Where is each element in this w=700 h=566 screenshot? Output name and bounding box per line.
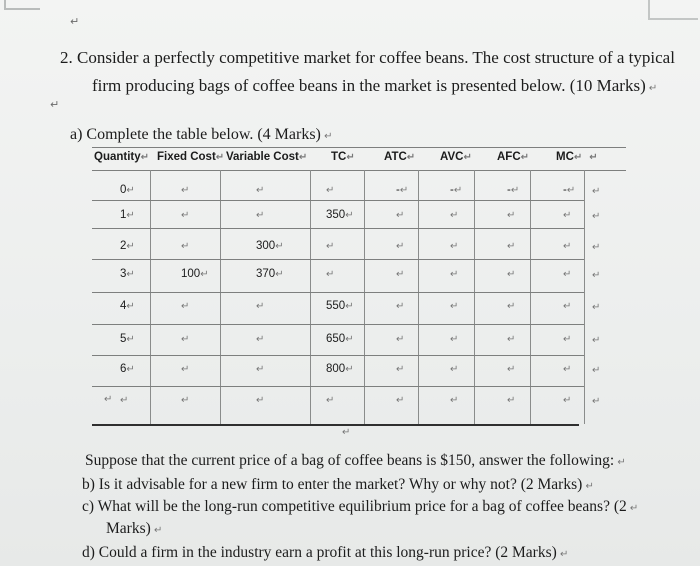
- header-variable-cost: Variable Cost↵: [226, 151, 308, 163]
- cell-afc: ↵: [507, 334, 516, 345]
- header-atc: ATC↵: [384, 151, 416, 163]
- row-end-mark-icon: ↵: [592, 211, 601, 222]
- cell-fixed-cost: ↵: [181, 334, 190, 345]
- cell-mc: ↵: [563, 210, 572, 221]
- header-avc: AVC↵: [440, 151, 472, 163]
- page-corner-mark: [648, 0, 698, 20]
- cell-tc: ↵: [326, 269, 335, 280]
- cell-variable-cost: ↵: [256, 395, 265, 406]
- cell-quantity: 1↵: [120, 209, 135, 221]
- table-bottom-border: [92, 424, 579, 426]
- row-end-mark-icon: ↵: [592, 242, 601, 253]
- cell-atc: -↵: [396, 184, 409, 196]
- question-b: b) Is it advisable for a new firm to enter the market? Why or why not? (2 Marks) ↵: [82, 476, 594, 493]
- page-corner-mark: [4, 0, 40, 10]
- cell-variable-cost: ↵: [256, 301, 265, 312]
- table-row-divider: [92, 228, 584, 229]
- header-afc: AFC↵: [497, 151, 530, 163]
- cell-mc: ↵: [563, 301, 572, 312]
- cell-quantity: 4↵: [120, 300, 135, 312]
- cell-variable-cost: ↵: [256, 210, 265, 221]
- cell-atc: ↵: [396, 269, 405, 280]
- cell-tc: 550↵: [326, 300, 354, 312]
- cell-fixed-cost: ↵: [181, 301, 190, 312]
- cell-atc: ↵: [396, 210, 405, 221]
- header-tc: TC↵: [331, 151, 355, 163]
- cell-avc: ↵: [450, 301, 459, 312]
- cell-mc: ↵: [563, 269, 572, 280]
- cell-variable-cost: ↵: [256, 334, 265, 345]
- cell-fixed-cost: ↵: [181, 395, 190, 406]
- cell-tc: 650↵: [326, 333, 354, 345]
- cell-quantity: ↵: [120, 395, 129, 406]
- header-fixed-cost: Fixed Cost↵: [157, 151, 225, 163]
- cell-mc: ↵: [563, 241, 572, 252]
- cell-fixed-cost: ↵: [181, 364, 190, 375]
- cell-tc: 800↵: [326, 363, 354, 375]
- row-end-mark-icon: ↵: [592, 365, 601, 376]
- question-line-1: 2. Consider a perfectly competitive market for coffee beans. The cost structure of a typical: [60, 48, 675, 67]
- cell-variable-cost: 370↵: [256, 268, 284, 280]
- cell-afc: ↵: [507, 269, 516, 280]
- cell-variable-cost: 300↵: [256, 240, 284, 252]
- cell-quantity: 6↵: [120, 363, 135, 375]
- table-row-divider: [92, 259, 584, 260]
- cell-afc: ↵: [507, 395, 516, 406]
- cell-mc: -↵: [563, 184, 576, 196]
- cell-fixed-cost: 100↵: [181, 268, 209, 280]
- cell-atc: ↵: [396, 301, 405, 312]
- row-end-mark-icon: ↵: [592, 270, 601, 281]
- paragraph-mark-icon: ↵: [342, 427, 351, 438]
- cell-avc: ↵: [450, 210, 459, 221]
- price-intro: Suppose that the current price of a bag of coffee beans is $150, answer the following: ↵: [85, 452, 626, 469]
- cell-avc: ↵: [450, 395, 459, 406]
- cell-afc: ↵: [507, 364, 516, 375]
- cell-afc: ↵: [507, 241, 516, 252]
- cell-avc: -↵: [450, 184, 463, 196]
- cell-avc: ↵: [450, 364, 459, 375]
- question-d: d) Could a firm in the industry earn a profit at this long-run price? (2 Marks) ↵: [82, 544, 569, 561]
- cell-fixed-cost: ↵: [181, 185, 190, 196]
- cell-tc: 350↵: [326, 209, 354, 221]
- cell-quantity: 5↵: [120, 333, 135, 345]
- cell-variable-cost: ↵: [256, 185, 265, 196]
- part-a-label: a) Complete the table below. (4 Marks) ↵: [70, 126, 333, 143]
- table-row-divider: [92, 386, 584, 387]
- row-end-mark-icon: ↵: [592, 396, 601, 407]
- cell-tc: ↵: [326, 185, 335, 196]
- row-end-mark-icon: ↵: [592, 335, 601, 346]
- row-end-mark-icon: ↵: [592, 186, 601, 197]
- cell-fixed-cost: ↵: [181, 210, 190, 221]
- paragraph-mark-icon: ↵: [104, 394, 113, 405]
- cell-afc: ↵: [507, 210, 516, 221]
- header-quantity: Quantity↵: [94, 151, 150, 163]
- cell-afc: ↵: [507, 301, 516, 312]
- question-line-2: firm producing bags of coffee beans in the market is presented below. (10 Marks) ↵: [92, 76, 658, 95]
- cell-afc: -↵: [507, 184, 520, 196]
- question-c-line-2: Marks) ↵: [106, 520, 163, 537]
- cell-mc: ↵: [563, 334, 572, 345]
- paragraph-mark-icon: ↵: [50, 98, 60, 111]
- table-header-border: [92, 170, 626, 171]
- cell-atc: ↵: [396, 364, 405, 375]
- row-end-mark-icon: ↵: [592, 302, 601, 313]
- cell-mc: ↵: [563, 395, 572, 406]
- table-top-border: [92, 147, 626, 148]
- cell-avc: ↵: [450, 269, 459, 280]
- cell-quantity: 3↵: [120, 268, 135, 280]
- table-row-divider: [92, 292, 584, 293]
- table-row-divider: [92, 355, 584, 356]
- table-row-divider: [92, 324, 584, 325]
- table-column-divider: [584, 170, 585, 424]
- cell-avc: ↵: [450, 241, 459, 252]
- header-mc: MC↵ ↵: [556, 151, 598, 163]
- cell-atc: ↵: [396, 241, 405, 252]
- cell-fixed-cost: ↵: [181, 241, 190, 252]
- cell-tc: ↵: [326, 395, 335, 406]
- cell-tc: ↵: [326, 241, 335, 252]
- cell-atc: ↵: [396, 334, 405, 345]
- cell-quantity: 2↵: [120, 240, 135, 252]
- cell-quantity: 0↵: [120, 184, 135, 196]
- cell-atc: ↵: [396, 395, 405, 406]
- paragraph-mark-icon: ↵: [70, 15, 80, 28]
- question-c-line-1: c) What will be the long-run competitive equilibrium price for a bag of coffee beans? (2 ↵: [82, 498, 639, 515]
- cell-mc: ↵: [563, 364, 572, 375]
- cell-variable-cost: ↵: [256, 364, 265, 375]
- cell-avc: ↵: [450, 334, 459, 345]
- table-row-divider: [92, 200, 584, 201]
